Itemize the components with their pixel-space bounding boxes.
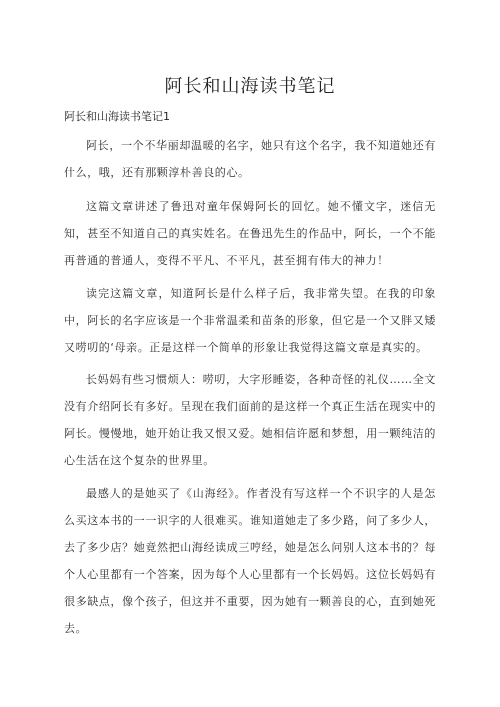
paragraph-5: 最感人的是她买了《山海经》。作者没有写这样一个不识字的人是怎么买这本书的一一识字的人很难买。谁知道她走了多少路，问了多少人，去了多少店？她竟然把山海经读成三哼经，她是怎么问别人这本书的？每个人心里都有一个答案，因为每个人心里都有一个长妈妈。这位长妈妈有很多缺点，像个孩子，但这并不重要，因为她有一颗善良的心，直到她死去。	[64, 487, 436, 635]
paragraph-3: 读完这篇文章，知道阿长是什么样子后，我非常失望。在我的印象中，阿长的名字应该是一个非常温柔和苗条的形象，但它是一个又胖又矮又唠叨的‘母亲。正是这样一个简单的形象让我觉得这篇文章是真实的。	[64, 287, 436, 354]
paragraph-1: 阿长，一个不华丽却温暖的名字，她只有这个名字，我不知道她还有什么，哦，还有那颗淳朴善良的心。	[64, 139, 436, 179]
paragraph-2: 这篇文章讲述了鲁迅对童年保姆阿长的回忆。她不懂文字，迷信无知，甚至不知道自己的真实姓名。在鲁迅先生的作品中，阿长，一个不能再普通的普通人，变得不平凡、不平凡，甚至拥有伟大的神力！	[64, 200, 436, 267]
document-title: 阿长和山海读书笔记	[164, 76, 336, 97]
document-subtitle: 阿长和山海读书笔记1	[64, 110, 170, 123]
paragraph-4: 长妈妈有些习惯烦人：唠叨，大字形睡姿，各种奇怪的礼仪……全文没有介绍阿长有多好。呈现在我们面前的是这样一个真正生活在现实中的阿长。慢慢地，她开始让我又恨又爱。她相信许愿和梦想，用一颗纯洁的心生活在这个复杂的世界里。	[64, 373, 436, 467]
